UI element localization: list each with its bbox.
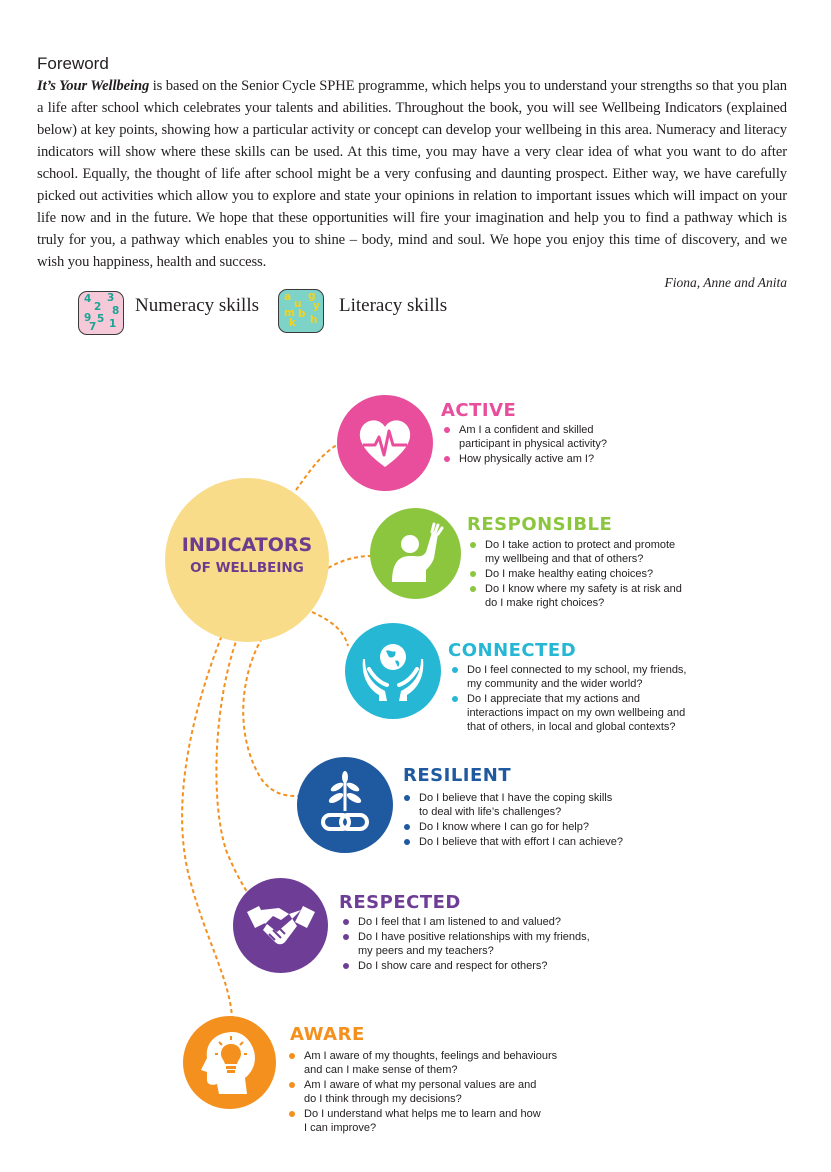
connected-title: CONNECTED bbox=[448, 640, 577, 661]
foreword-title: Foreword bbox=[37, 54, 109, 73]
hands-globe-icon bbox=[359, 639, 427, 703]
list-item: Am I aware of what my personal values are and do I think through my decisions? bbox=[287, 1078, 557, 1106]
respected-title: RESPECTED bbox=[339, 892, 461, 913]
list-item: Am I a confident and skilled participant in physical activity? bbox=[442, 423, 607, 451]
heart-pulse-icon bbox=[355, 415, 415, 471]
aware-circle bbox=[183, 1016, 276, 1109]
connector-responsible bbox=[328, 556, 372, 568]
responsible-circle bbox=[370, 508, 461, 599]
numeracy-skills-icon: 4 3 2 8 9 5 7 1 bbox=[78, 291, 124, 335]
list-item: Am I aware of my thoughts, feelings and behaviours and can I make sense of them? bbox=[287, 1049, 557, 1077]
connector-aware bbox=[182, 630, 232, 1018]
handshake-icon bbox=[245, 902, 317, 950]
list-item: Do I understand what helps me to learn and how I can improve? bbox=[287, 1107, 557, 1135]
respected-list bbox=[341, 915, 590, 974]
literacy-skills-icon: a g u y m b h k bbox=[278, 289, 324, 333]
connector-respected bbox=[216, 636, 247, 892]
connected-list bbox=[450, 663, 687, 735]
list-item: Do I show care and respect for others? bbox=[341, 959, 590, 973]
indicators-of-wellbeing-circle bbox=[165, 478, 329, 642]
foreword-text: is based on the Senior Cycle SPHE programme, which helps you to understand your strengths so that you plan a life after school which celebrates your talents and abilities. Throughout the book, you will see Wellbeing Indicators (explained below) at key points, showing how a particular activity or concept can develop your wellbeing in this area. Numeracy and literacy indicators will show where these skills can be used. At this time, you may have a very clear idea of what you want to do after school. Equally, the thought of life after school might be a very confusing and daunting prospect. Either way, we have carefully picked out activities which allow you to explore and state your opinions in relation to important issues which will impact on your life now and in the future. We hope that these opportunities will fire your imagination and help you to find a pathway which is truly for you, a pathway which enables you to shine – body, mind and soul. We hope you enjoy this time of discovery, and we wish you happiness, health and success. bbox=[37, 78, 787, 270]
responsible-title: RESPONSIBLE bbox=[467, 514, 613, 535]
list-item: Do I take action to protect and promote my wellbeing and that of others? bbox=[468, 538, 682, 566]
list-item: Do I know where my safety is at risk and do I make right choices? bbox=[468, 582, 682, 610]
aware-title: AWARE bbox=[290, 1024, 365, 1045]
respected-circle bbox=[233, 878, 328, 973]
active-list bbox=[442, 423, 607, 467]
list-item: Do I make healthy eating choices? bbox=[468, 567, 682, 581]
connected-circle bbox=[345, 623, 441, 719]
book-title: It’s Your Wellbeing bbox=[37, 78, 150, 94]
list-item: Do I feel that I am listened to and valued? bbox=[341, 915, 590, 929]
responsible-list bbox=[468, 538, 682, 611]
active-circle bbox=[337, 395, 433, 491]
connector-connected bbox=[312, 612, 348, 646]
list-item: Do I appreciate that my actions and interactions impact on my own wellbeing and that of others, in local and global contexts? bbox=[450, 692, 687, 734]
list-item: Do I feel connected to my school, my friends, my community and the wider world? bbox=[450, 663, 687, 691]
head-lightbulb-icon bbox=[199, 1030, 259, 1096]
list-item: How physically active am I? bbox=[442, 452, 607, 466]
list-item: Do I have positive relationships with my friends, my peers and my teachers? bbox=[341, 930, 590, 958]
resilient-circle bbox=[297, 757, 393, 853]
active-title: ACTIVE bbox=[441, 400, 517, 421]
list-item: Do I know where I can go for help? bbox=[402, 820, 623, 834]
aware-list bbox=[287, 1049, 557, 1136]
center-title-line1: INDICATORS bbox=[181, 534, 313, 556]
foreword-authors: Fiona, Anne and Anita bbox=[664, 275, 787, 290]
connector-resilient bbox=[243, 638, 298, 796]
list-item: Do I believe that with effort I can achieve? bbox=[402, 835, 623, 849]
sprout-chain-icon bbox=[317, 771, 373, 837]
list-item: Do I believe that I have the coping skills to deal with life’s challenges? bbox=[402, 791, 623, 819]
resilient-list bbox=[402, 791, 623, 850]
center-title-line2: OF WELLBEING bbox=[190, 560, 304, 576]
numeracy-skills-label: Numeracy skills bbox=[135, 295, 260, 316]
resilient-title: RESILIENT bbox=[403, 765, 512, 786]
raised-hand-person-icon bbox=[388, 522, 444, 584]
literacy-skills-label: Literacy skills bbox=[339, 295, 448, 316]
